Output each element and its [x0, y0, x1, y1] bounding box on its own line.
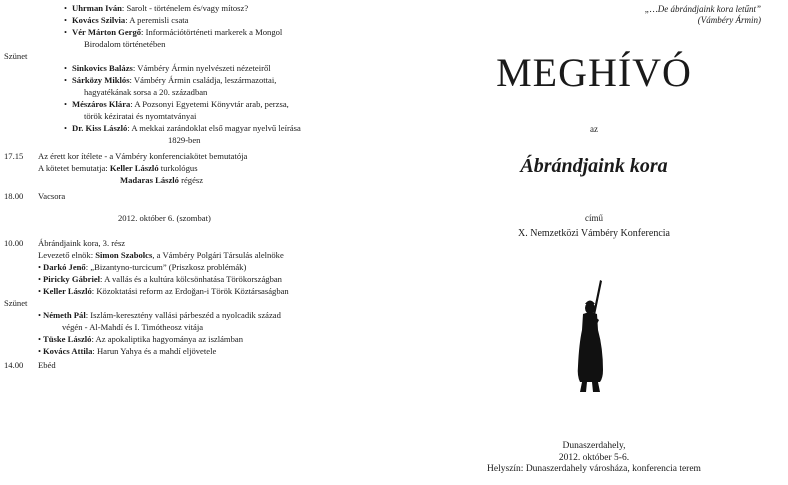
bullet-icon: •	[38, 346, 42, 356]
list-item	[38, 333, 243, 345]
speaker-name: Kovács Attila	[43, 346, 93, 356]
list-item	[38, 261, 246, 273]
speaker-name: Sárközy Miklós	[72, 75, 130, 85]
talk-title-continued: végén - Al-Mahdí és I. Timótheosz vitája	[62, 322, 204, 332]
talk-title: : A peremisli csata	[125, 15, 189, 25]
chair-role: , a Vámbéry Polgári Társulás alelnöke	[152, 250, 284, 260]
presenter-role: régész	[178, 175, 204, 185]
bullet-icon: •	[38, 286, 42, 296]
book-presenter-line	[120, 174, 203, 186]
list-item	[38, 285, 289, 297]
page-title: MEGHÍVÓ	[496, 50, 692, 95]
list-item	[38, 345, 216, 357]
subtitle-connector: című	[585, 213, 603, 223]
talk-title: : Vámbéry Ármin családja, leszármazottai,	[129, 75, 277, 85]
speaker-name: Sinkovics Balázs	[72, 63, 133, 73]
event-venue: Helyszín: Dunaszerdahely városháza, konferencia terem	[487, 464, 701, 474]
presenter-name: Madaras László	[120, 175, 179, 185]
bullet-icon: •	[64, 27, 68, 37]
bullet-icon: •	[64, 99, 68, 109]
title-connector: az	[590, 124, 598, 134]
time-label: 17.15	[4, 151, 24, 161]
talk-title: : Vámbéry Ármin nyelvészeti nézeteiről	[132, 63, 271, 73]
talk-title-continued: 1829-ben	[168, 135, 201, 145]
book-presenter-line	[38, 162, 198, 174]
bullet-icon: •	[38, 262, 42, 272]
time-label: 18.00	[4, 191, 24, 201]
bullet-icon: •	[64, 123, 68, 133]
list-item	[38, 309, 281, 321]
bullet-icon: •	[64, 15, 68, 25]
talk-title: : A vallás és a kultúra kölcsönhatása Törökországban	[100, 274, 282, 284]
speaker-name: Uhrman Iván	[72, 3, 122, 13]
speaker-name: Kovács Szilvia	[72, 15, 126, 25]
list-item	[64, 26, 282, 38]
speaker-name: Keller László	[43, 286, 92, 296]
bullet-icon: •	[64, 3, 68, 13]
conference-name: X. Nemzetközi Vámbéry Konferencia	[518, 228, 670, 239]
day-heading: 2012. október 6. (szombat)	[118, 213, 211, 223]
list-item	[64, 122, 301, 134]
talk-title: : A mekkai zarándoklat első magyar nyelvű leírása	[127, 123, 301, 133]
chair-name: Simon Szabolcs	[95, 250, 153, 260]
speaker-name: Vér Márton Gergő	[72, 27, 142, 37]
time-label: 10.00	[4, 238, 24, 248]
session-chair	[38, 249, 284, 261]
bullet-icon: •	[38, 274, 42, 284]
list-item	[64, 2, 248, 14]
chair-prefix: Levezető elnök:	[38, 250, 96, 260]
talk-title-continued: hagyatékának sorsa a 20. században	[84, 87, 208, 97]
program-item-text: Vacsora	[38, 191, 66, 201]
speaker-name: Darkó Jenő	[43, 262, 86, 272]
list-item	[64, 98, 289, 110]
bullet-icon: •	[64, 63, 68, 73]
break-label: Szünet	[4, 298, 28, 308]
talk-title: : Iszlám-keresztény vallási párbeszéd a nyolcadik század	[85, 310, 281, 320]
list-item	[64, 74, 276, 86]
bullet-icon: •	[38, 310, 42, 320]
list-item	[64, 62, 271, 74]
talk-title: : „Bizantyno-turcicum” (Priszkosz problémák)	[85, 262, 247, 272]
talk-title: : Harun Yahya és a mahdí eljövetele	[92, 346, 217, 356]
event-dates: 2012. október 5-6.	[558, 452, 630, 463]
list-item	[64, 14, 188, 26]
speaker-name: Tüske László	[43, 334, 92, 344]
talk-title-continued: török kéziratai és nyomtatványai	[84, 111, 197, 121]
presenter-prefix: A kötetet bemutatja:	[38, 163, 108, 173]
cover-page	[400, 0, 788, 485]
break-label: Szünet	[4, 51, 28, 61]
bullet-icon: •	[64, 75, 68, 85]
talk-title-continued: Birodalom történetében	[84, 39, 166, 49]
epigraph	[645, 4, 761, 26]
list-item	[38, 273, 282, 285]
speaker-name: Piricky Gábriel	[43, 274, 101, 284]
talk-title: : Információtörténeti markerek a Mongol	[141, 27, 283, 37]
time-label: 14.00	[4, 360, 24, 370]
dervish-silhouette-icon	[570, 278, 614, 396]
event-details	[400, 441, 788, 476]
epigraph-author: (Vámbéry Ármin)	[697, 15, 761, 25]
speaker-name: Németh Pál	[43, 310, 86, 320]
talk-title: : Sarolt - történelem és/vagy mítosz?	[121, 3, 249, 13]
bullet-icon: •	[38, 334, 42, 344]
speaker-name: Mészáros Klára	[72, 99, 131, 109]
talk-title: : A Pozsonyi Egyetemi Könyvtár arab, perzsa,	[130, 99, 289, 109]
session-title: Ábrándjaink kora, 3. rész	[38, 238, 126, 248]
epigraph-quote: „…De ábrándjaink kora letűnt”	[644, 4, 761, 14]
event-subtitle: Ábrándjaink kora	[520, 155, 668, 177]
event-location: Dunaszerdahely,	[562, 441, 626, 451]
program-item-text: Az érett kor ítélete - a Vámbéry konferenciakötet bemutatója	[38, 151, 248, 161]
presenter-name: Keller László	[109, 163, 159, 173]
talk-title: : Az apokaliptika hagyománya az iszlámban	[91, 334, 244, 344]
presenter-role: turkológus	[158, 163, 198, 173]
talk-title: : Közoktatási reform az Erdoğan-i Török Köztársaságban	[91, 286, 289, 296]
speaker-name: Dr. Kiss László	[72, 123, 128, 133]
program-item-text: Ebéd	[38, 360, 56, 370]
